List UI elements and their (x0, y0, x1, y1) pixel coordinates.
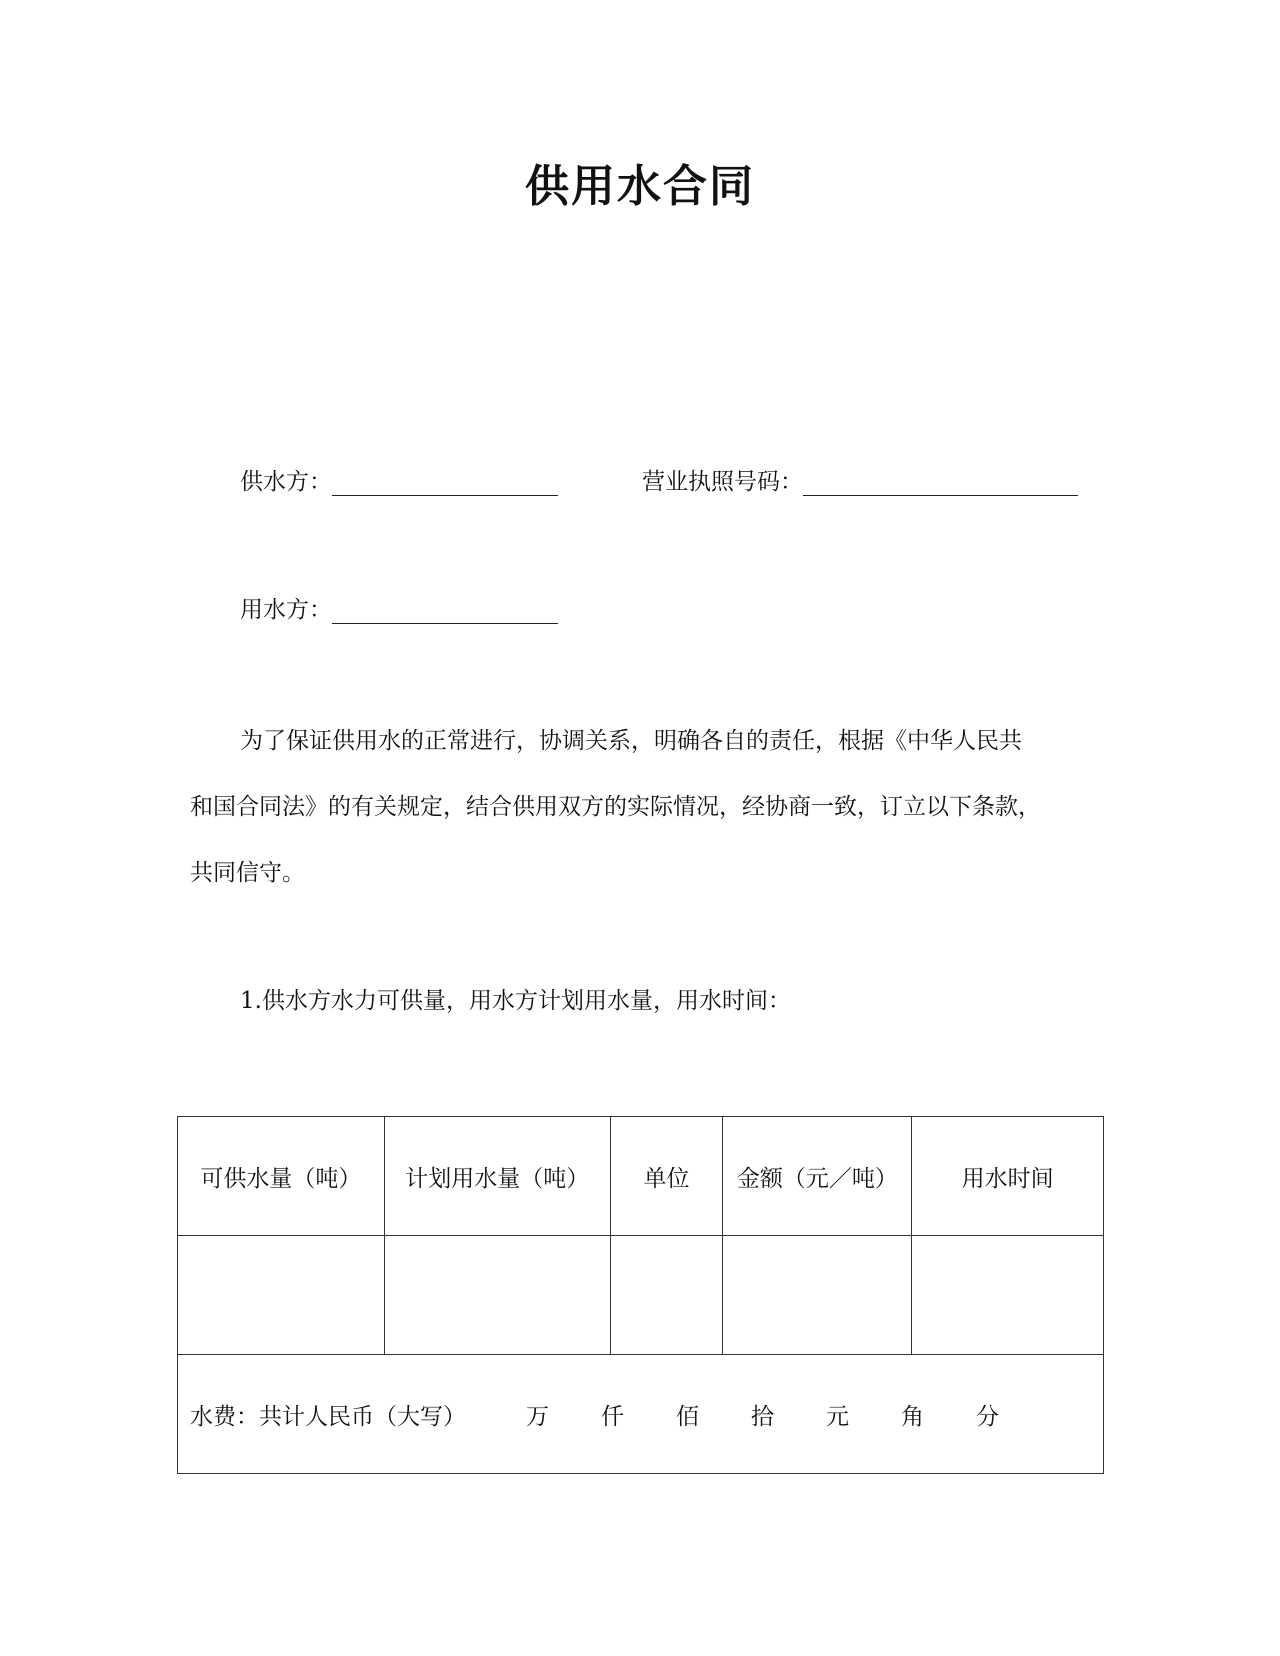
table-header-row (178, 1117, 1104, 1236)
document-title: 供用水合同 (525, 161, 755, 212)
table-cell[interactable] (384, 1236, 610, 1355)
header-planned-usage: 计划用水量（吨） (384, 1117, 610, 1236)
table-cell[interactable] (178, 1236, 385, 1355)
unit-wan: 万 (526, 1403, 549, 1430)
header-usage-time: 用水时间 (912, 1117, 1104, 1236)
unit-shi: 拾 (751, 1403, 774, 1430)
license-row (642, 463, 1078, 496)
preamble-line: 为了保证供用水的正常进行，协调关系，明确各自的责任，根据《中华人民共 (240, 728, 1022, 754)
supplier-label: 供水方： (240, 469, 332, 495)
supplier-blank[interactable] (332, 467, 558, 496)
header-unit: 单位 (610, 1117, 723, 1236)
user-blank[interactable] (332, 595, 558, 624)
unit-fen: 分 (976, 1403, 999, 1430)
total-label: 水费：共计人民币（大写） (190, 1403, 466, 1430)
header-amount: 金额（元／吨） (723, 1117, 912, 1236)
total-cell (178, 1355, 1104, 1474)
table-cell[interactable] (912, 1236, 1104, 1355)
license-label: 营业执照号码： (642, 469, 803, 495)
total-row (178, 1355, 1104, 1474)
unit-qian: 仟 (601, 1403, 624, 1430)
supplier-row (240, 463, 558, 496)
preamble-line: 共同信守。 (190, 860, 305, 886)
clause-1: 1.供水方水力可供量，用水方计划用水量，用水时间： (240, 988, 791, 1014)
unit-bai: 佰 (676, 1403, 699, 1430)
user-row (240, 591, 558, 624)
user-label: 用水方： (240, 597, 332, 623)
preamble-paragraph (190, 724, 1098, 890)
table-row (178, 1236, 1104, 1355)
preamble-line: 和国合同法》的有关规定，结合供用双方的实际情况，经协商一致，订立以下条款， (190, 794, 1041, 820)
table-cell[interactable] (723, 1236, 912, 1355)
license-blank[interactable] (803, 467, 1078, 496)
header-available-supply: 可供水量（吨） (178, 1117, 385, 1236)
unit-yuan: 元 (826, 1403, 849, 1430)
water-table (177, 1116, 1104, 1474)
unit-jiao: 角 (901, 1403, 924, 1430)
table-cell[interactable] (610, 1236, 723, 1355)
